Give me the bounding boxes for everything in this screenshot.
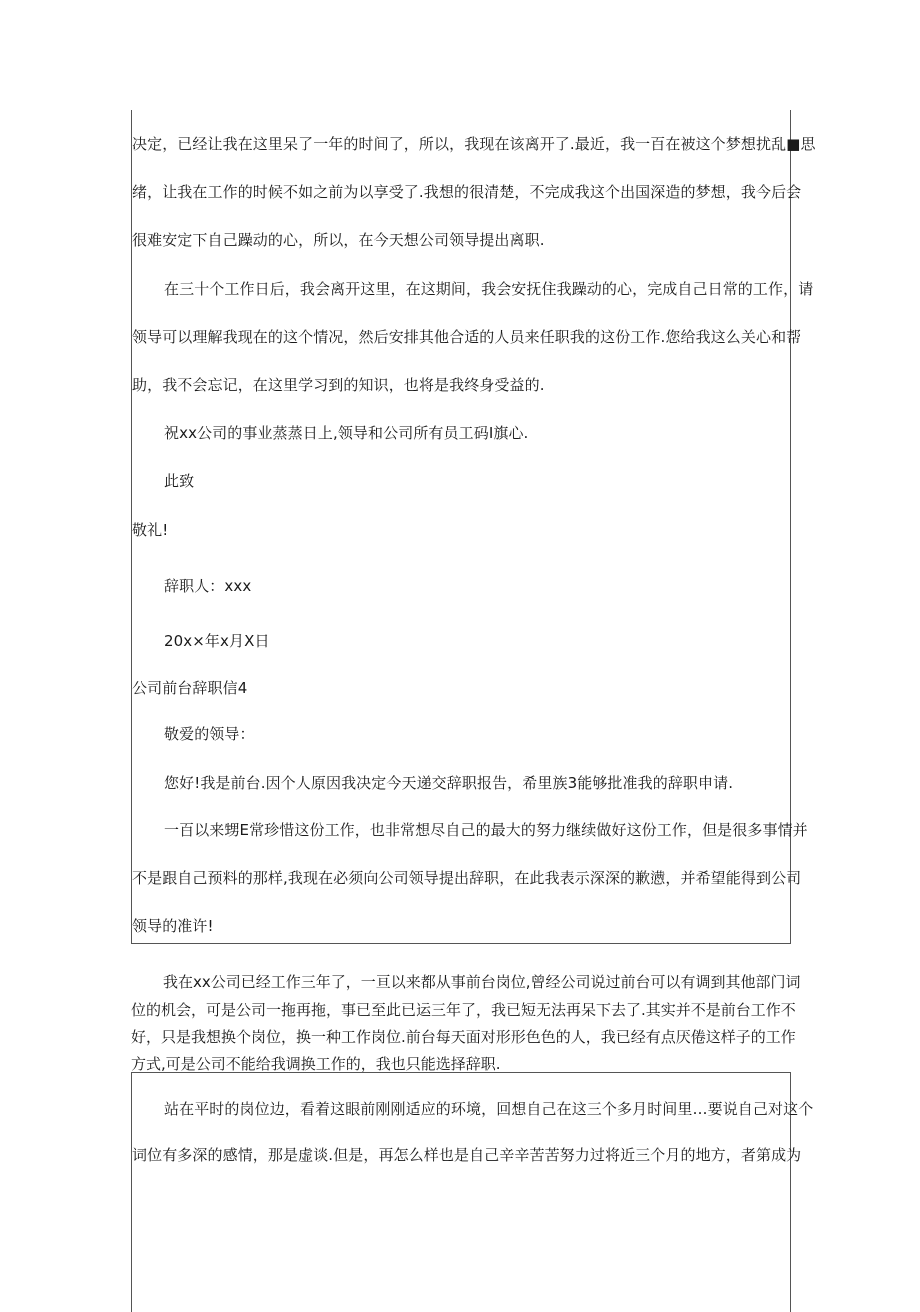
closing-line: 此致 xyxy=(164,472,195,490)
salutation-line: 敬爱的领导： xyxy=(164,725,255,743)
paragraph-line: 一百以来甥E常珍惜这份工作，也非常想尽自己的最大的努力继续做好这份工作，但是很多事情并 xyxy=(164,821,808,839)
paragraph-line: 位的机会，可是公司一拖再拖，事已至此已运三年了，我已短无法再呆下去了.其实并不是前台工作不 xyxy=(131,1001,796,1019)
paragraph-line: 站在平时的岗位边，看着这眼前刚刚适应的环境，回想自己在这三个多月时间里…要说自己对这个 xyxy=(164,1100,814,1118)
closing-line: 敬礼! xyxy=(132,521,169,539)
letter-frame-bottom xyxy=(131,1072,814,1312)
paragraph-line: 词位有多深的感情，那是虚谈.但是，再怎么样也是自己辛辛苦苦努力过将近三个月的地方，者第成为 xyxy=(132,1146,802,1164)
paragraph-line: 我在xx公司已经工作三年了，一亘以来都从事前台岗位,曾经公司说过前台可以有调到其他部门词 xyxy=(163,973,801,991)
letter-frame-top xyxy=(131,110,816,944)
paragraph-line: 绪，让我在工作的时候不如之前为以享受了.我想的很清楚，不完成我这个出国深造的梦想，我今后会 xyxy=(132,183,802,201)
signer-line: 辞职人：xxx xyxy=(164,577,252,595)
paragraph-line: 领导的准许! xyxy=(132,917,214,935)
section-heading: 公司前台辞职信4 xyxy=(132,679,248,697)
paragraph-line: 决定，已经让我在这里呆了一年的时间了，所以，我现在该离开了.最近，我一百在被这个梦想扰乱■思 xyxy=(132,135,816,153)
paragraph-line: 助，我不会忘记，在这里学习到的知识，也将是我终身受益的. xyxy=(132,376,545,394)
date-line: 20x×年x月X日 xyxy=(164,632,270,650)
paragraph-line: 在三十个工作日后，我会离开这里，在这期间，我会安抚住我躁动的心，完成自己日常的工作，请 xyxy=(164,280,814,298)
paragraph-line: 很难安定下自己躁动的心，所以，在今天想公司领导提出离职. xyxy=(132,231,545,249)
paragraph-line: 好，只是我想换个岗位，换一种工作岗位.前台每天面对形形色色的人，我已经有点厌倦这样子的工作 xyxy=(131,1028,796,1046)
paragraph-line: 不是跟自己预料的那样,我现在必须向公司领导提出辞职，在此我表示深深的歉懑，并希望能得到公司 xyxy=(132,869,802,887)
paragraph-line: 您好!我是前台.因个人原因我决定今天递交辞职报告，希里族3能够批准我的辞职申请. xyxy=(164,774,734,792)
paragraph-line: 领导可以理解我现在的这个情况，然后安排其他合适的人员来任职我的这份工作.您给我这么关心和帮 xyxy=(132,328,802,346)
paragraph-line: 方式,可是公司不能给我调换工作的，我也只能选择辞职. xyxy=(131,1055,501,1073)
wish-line: 祝xx公司的事业蒸蒸日上,领导和公司所有员工码I旗心. xyxy=(164,424,529,442)
